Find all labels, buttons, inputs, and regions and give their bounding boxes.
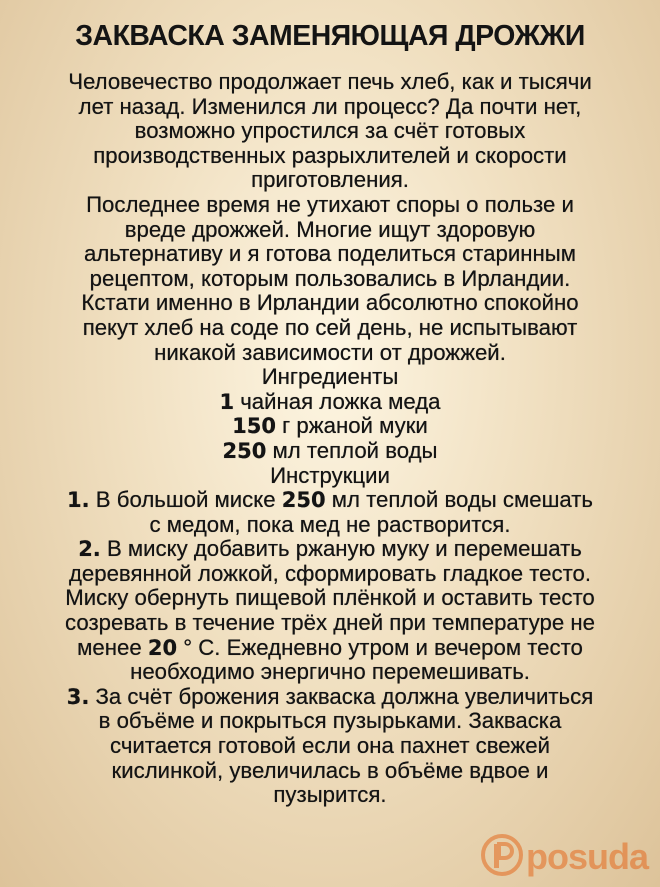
step-line: с медом, пока мед не растворится. — [149, 511, 511, 537]
step-line — [14, 636, 646, 661]
intro-line: Человечество продолжает печь хлеб, как и тысячи — [68, 69, 592, 94]
step-qty: 250 — [281, 488, 326, 513]
instruction-step-3 — [14, 685, 646, 808]
ingredient-qty: 1 — [219, 389, 235, 414]
intro-line: рецептом, которым пользовались в Ирландии. — [89, 265, 571, 291]
step-text: В миску добавить ржаную муку и перемешать — [100, 536, 582, 562]
step-line: деревянной ложкой, сформировать гладкое тесто. — [68, 560, 592, 586]
step-number: 1. — [67, 488, 90, 513]
ingredient-item — [14, 439, 646, 464]
ingredients-heading: Ингредиенты — [261, 364, 399, 390]
intro-line: Кстати именно в Ирландии абсолютно спокойно — [81, 290, 579, 316]
step-temperature: 20 — [147, 635, 178, 660]
instruction-step-2 — [14, 537, 646, 685]
intro-line: лет назад. Изменился ли процесс? Да почти нет, — [78, 93, 582, 119]
intro-line: Последнее время не утихают споры о пользе и — [86, 191, 574, 217]
step-line: считается готовой если она пахнет свежей — [110, 733, 550, 759]
step-text: С. Ежедневно утром и вечером тесто — [198, 634, 583, 660]
step-line: кислинкой, увеличилась в объёме вдвое и — [111, 757, 549, 783]
step-line — [14, 685, 646, 710]
intro-line: приготовления. — [251, 167, 409, 193]
intro-line: возможно упростился за счёт готовых — [134, 118, 526, 144]
step-line — [14, 537, 646, 562]
step-number: 3. — [66, 684, 90, 709]
page-title: ЗАКВАСКА ЗАМЕНЯЮЩАЯ ДРОЖЖИ — [75, 20, 585, 52]
ingredient-text: г ржаной муки — [276, 413, 428, 439]
ingredients-list — [14, 390, 646, 464]
step-line: созревать в течение трёх дней при температуре не — [65, 610, 595, 636]
recipe-body — [14, 70, 646, 808]
intro-line: вреде дрожжей. Многие ищут здоровую — [124, 216, 536, 242]
step-text: За счёт брожения закваска должна увеличиться — [89, 683, 594, 709]
step-number: 2. — [78, 537, 101, 562]
degree-sign: ° — [177, 634, 199, 660]
step-line: Миску обернуть пищевой плёнкой и оставить тесто — [65, 585, 595, 611]
ingredient-item — [14, 390, 646, 415]
intro-line: альтернативу и я готова поделиться старинным — [84, 241, 576, 267]
step-line: в объёме и покрыться пузырьками. Закваска — [98, 708, 562, 734]
posuda-logo-icon — [480, 833, 524, 882]
intro-line: никакой зависимости от дрожжей. — [154, 339, 506, 365]
instruction-step-1 — [14, 488, 646, 537]
ingredient-qty: 250 — [222, 438, 267, 463]
ingredient-text: чайная ложка меда — [234, 388, 441, 414]
step-line — [14, 488, 646, 513]
ingredient-text: мл теплой воды — [266, 437, 438, 463]
watermark-text: posuda — [525, 836, 648, 877]
intro-text — [14, 70, 646, 365]
step-text: мл теплой воды смешать — [325, 487, 593, 513]
ingredient-qty: 150 — [232, 414, 277, 439]
intro-line: производственных разрыхлителей и скорости — [93, 142, 567, 168]
intro-line: пекут хлеб на соде по сей день, не испытывают — [82, 314, 578, 340]
instructions-heading: Инструкции — [270, 462, 390, 488]
step-line: пузырится. — [273, 782, 387, 808]
step-text: В большой миске — [89, 487, 282, 513]
step-line: необходимо энергично перемешивать. — [130, 659, 530, 685]
watermark — [480, 835, 648, 879]
ingredient-item — [14, 414, 646, 439]
step-text: менее — [77, 634, 148, 660]
